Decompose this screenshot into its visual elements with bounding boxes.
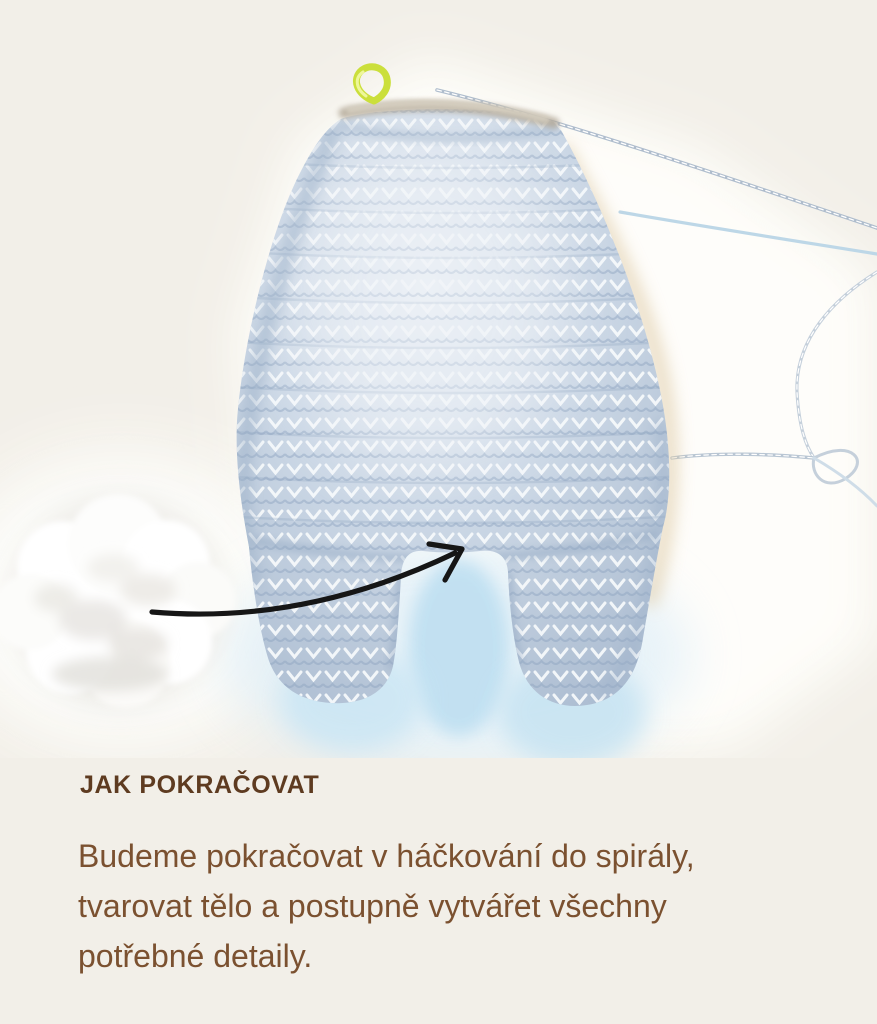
caption-line: Budeme pokračovat v háčkování do spirály,	[78, 838, 695, 874]
caption-text	[78, 831, 838, 981]
caption	[78, 771, 838, 981]
caption-heading: JAK POKRAČOVAT	[80, 771, 320, 799]
caption-line: tvarovat tělo a postupně vytvářet všechny	[78, 888, 667, 924]
caption-line: potřebné detaily.	[78, 938, 313, 974]
